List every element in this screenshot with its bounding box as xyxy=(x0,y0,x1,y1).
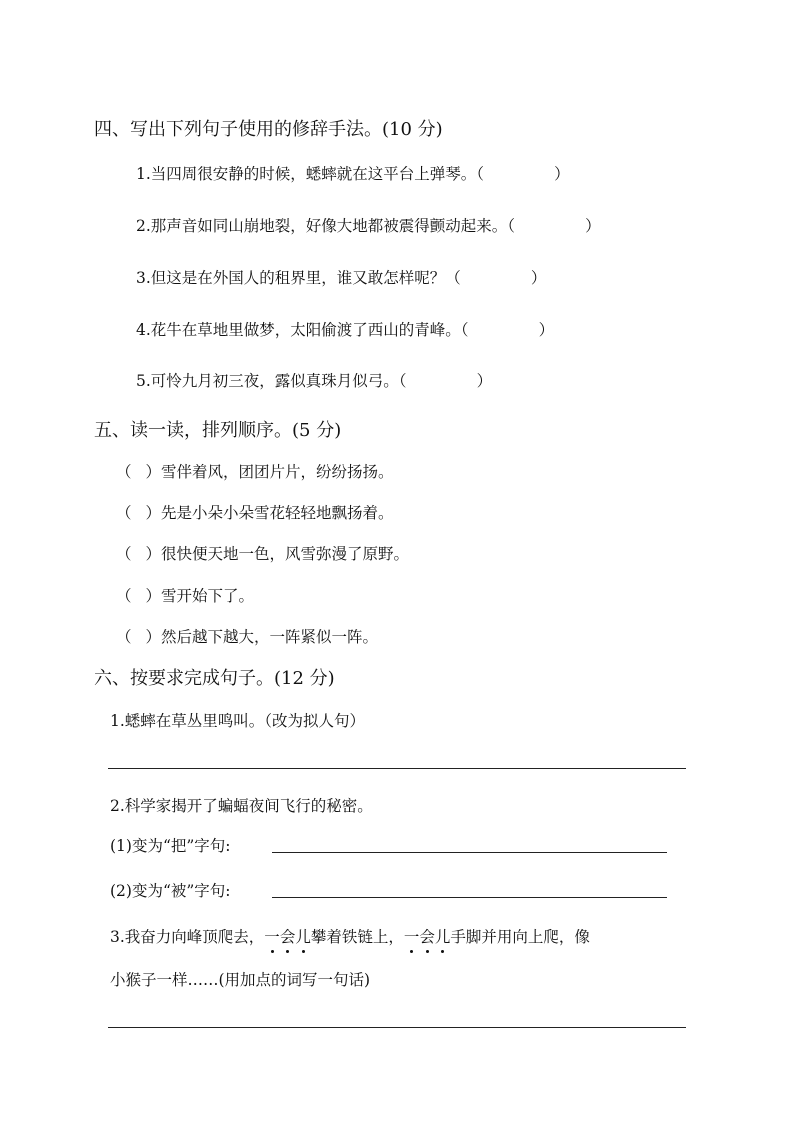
order-open-paren: （ xyxy=(116,628,132,646)
q3-text-a: 3.我奋力向峰顶爬去， xyxy=(110,928,265,946)
emphasis-dot-char: 儿 xyxy=(295,928,311,946)
emphasis-dot-char: 一 xyxy=(403,928,420,946)
answer-close-paren: ） xyxy=(476,372,493,390)
order-close-paren: ） xyxy=(145,587,162,605)
section5-item-5 xyxy=(116,626,378,648)
section4-item-1 xyxy=(136,163,570,185)
section4-item-3 xyxy=(136,267,546,289)
section5-item-2 xyxy=(116,502,394,524)
answer-line-q3[interactable] xyxy=(108,1027,686,1028)
section6-q2: 2.科学家揭开了蝙蝠夜间飞行的秘密。 xyxy=(110,797,373,815)
order-close-paren: ） xyxy=(145,545,162,563)
answer-open-paren: （ xyxy=(460,321,469,339)
answer-open-paren: （ xyxy=(398,372,407,390)
order-close-paren: ） xyxy=(145,463,162,481)
answer-close-paren: ） xyxy=(530,269,547,287)
order-open-paren: （ xyxy=(116,504,132,522)
section4-title: 四、写出下列句子使用的修辞手法。(10 分) xyxy=(94,119,443,140)
section5-title: 五、读一读，排列顺序。(5 分) xyxy=(94,420,342,441)
answer-close-paren: ） xyxy=(554,165,570,183)
section6-q3-line2: 小猴子一样……(用加点的词写一句话) xyxy=(110,971,371,989)
order-open-paren: （ xyxy=(116,587,132,605)
order-close-paren: ） xyxy=(145,628,162,646)
emphasis-dot-char: 儿 xyxy=(434,928,451,946)
section4-item-5 xyxy=(136,370,492,392)
emphasis-dot-char: 会 xyxy=(279,928,296,946)
answer-open-paren: （ xyxy=(507,217,516,235)
item-text: 3.但这是在外国人的租界里，谁又敢怎样呢？ xyxy=(136,269,446,287)
section5-item-1 xyxy=(116,461,394,483)
section4-item-2 xyxy=(136,215,601,237)
section6-q3-line1 xyxy=(110,926,590,948)
section6-q2b: (2)变为“被”字句: xyxy=(110,882,231,900)
q3-text-c: 手脚并用向上爬，像 xyxy=(450,928,590,946)
emphasis-dot-char: 会 xyxy=(419,928,435,946)
item-text: 先是小朵小朵雪花轻轻地飘扬着。 xyxy=(161,504,394,522)
answer-open-paren: （ xyxy=(476,165,485,183)
item-text: 2.那声音如同山崩地裂，好像大地都被震得颤动起来。 xyxy=(136,217,508,235)
section5-item-3 xyxy=(116,543,409,565)
item-text: 1.当四周很安静的时候，蟋蟀就在这平台上弹琴。 xyxy=(136,165,477,183)
section4-item-4 xyxy=(136,319,554,341)
answer-close-paren: ） xyxy=(538,321,555,339)
item-text: 4.花牛在草地里做梦，太阳偷渡了西山的青峰。 xyxy=(136,321,461,339)
item-text: 雪伴着风，团团片片，纷纷扬扬。 xyxy=(161,463,394,481)
answer-line-q2a[interactable] xyxy=(272,852,667,853)
section6-q2a: (1)变为“把”字句: xyxy=(110,837,231,855)
item-text: 然后越下越大，一阵紧似一阵。 xyxy=(161,628,379,646)
answer-close-paren: ） xyxy=(585,217,601,235)
order-close-paren: ） xyxy=(145,504,162,522)
answer-open-paren: （ xyxy=(445,269,461,287)
item-text: 雪开始下了。 xyxy=(161,587,255,605)
q3-text-b: 攀着铁链上， xyxy=(310,928,404,946)
item-text: 5.可怜九月初三夜，露似真珠月似弓。 xyxy=(136,372,399,390)
order-open-paren: （ xyxy=(116,463,132,481)
answer-line-q1[interactable] xyxy=(108,768,686,769)
section6-title: 六、按要求完成句子。(12 分) xyxy=(94,668,335,689)
section6-q1: 1.蟋蟀在草丛里鸣叫。（改为拟人句） xyxy=(110,712,366,730)
dotted-word-1 xyxy=(264,928,311,946)
dotted-word-2 xyxy=(404,928,451,946)
answer-line-q2b[interactable] xyxy=(272,897,667,898)
emphasis-dot-char: 一 xyxy=(264,928,280,946)
item-text: 很快便天地一色，风雪弥漫了原野。 xyxy=(161,545,410,563)
order-open-paren: （ xyxy=(116,545,132,563)
section5-item-4 xyxy=(116,585,254,607)
